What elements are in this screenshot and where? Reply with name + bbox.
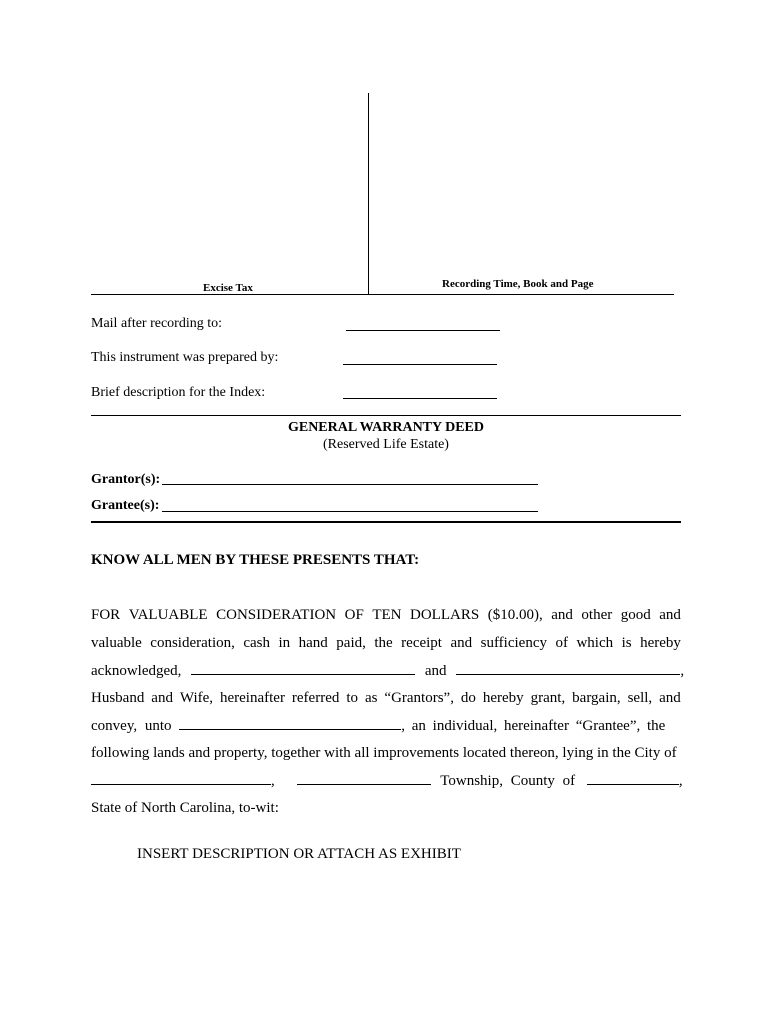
line7-end: , (678, 773, 683, 789)
line4-word: do (460, 690, 476, 706)
line2-word: cash (243, 635, 270, 651)
body-line-8: State of North Carolina, to-wit: (91, 800, 279, 816)
line3-and: and (424, 663, 447, 679)
line2-word: hereby (640, 635, 681, 651)
county-field[interactable] (587, 771, 679, 785)
line4-word: Wife, (179, 690, 214, 706)
header-rule-right (368, 294, 674, 295)
line4-word: hereby (482, 690, 524, 706)
insert-description: INSERT DESCRIPTION OR ATTACH AS EXHIBIT (137, 846, 461, 862)
mail-after-label: Mail after recording to: (91, 316, 223, 331)
header-divider-vertical (368, 93, 369, 295)
grantee-label: Grantee(s): (91, 498, 160, 513)
line1-word: VALUABLE (128, 607, 208, 623)
excise-tax-label: Excise Tax (203, 282, 253, 294)
spouse-2-field[interactable] (456, 661, 680, 675)
prepared-by-field[interactable] (343, 364, 497, 365)
mail-after-field[interactable] (346, 330, 500, 331)
body-line-1 (91, 606, 681, 624)
line5-text-a: convey, unto (91, 718, 172, 734)
line2-word: which (576, 635, 614, 651)
deed-subtitle: (Reserved Life Estate) (323, 437, 449, 452)
line1-word: FOR (91, 607, 121, 623)
line1-word: CONSIDERATION (216, 607, 337, 623)
brief-description-label: Brief description for the Index: (91, 385, 266, 400)
line2-word: sufficiency (480, 635, 547, 651)
header-rule-left (91, 294, 368, 295)
recording-label: Recording Time, Book and Page (442, 278, 594, 290)
body-line-3 (91, 661, 685, 680)
line2-word: valuable (91, 635, 142, 651)
body-line-4 (91, 689, 681, 707)
line1-word: and (659, 607, 681, 623)
township-field[interactable] (297, 771, 431, 785)
body-line-2 (91, 634, 681, 652)
line2-word: hand (298, 635, 328, 651)
body-line-6: following lands and property, together with all improvements located thereon, lying in the City of (91, 745, 677, 761)
grantee-name-field[interactable] (179, 716, 401, 730)
line2-word: consideration, (150, 635, 235, 651)
line1-word: and (551, 607, 573, 623)
line2-word: and (450, 635, 473, 651)
line4-word: referred (291, 690, 340, 706)
grantor-label: Grantor(s): (91, 472, 161, 487)
line4-word: sell, (627, 690, 653, 706)
line4-word: grant, (530, 690, 566, 706)
prepared-by-label: This instrument was prepared by: (91, 350, 279, 365)
title-rule-top (91, 415, 681, 416)
body-line-7 (91, 771, 681, 790)
brief-description-field[interactable] (343, 398, 497, 399)
line2-word: paid, (336, 635, 366, 651)
line4-word: bargain, (572, 690, 621, 706)
line1-word: ($10.00), (487, 607, 543, 623)
line2-word: of (555, 635, 568, 651)
line3-end: , (680, 663, 685, 679)
spouse-1-field[interactable] (191, 661, 415, 675)
line3-text-a: acknowledged, (91, 663, 182, 679)
line4-word: to (346, 690, 358, 706)
line2-word: receipt (401, 635, 442, 651)
line1-word: DOLLARS (410, 607, 480, 623)
grantee-field[interactable] (162, 511, 538, 512)
city-field[interactable] (91, 771, 271, 785)
line1-word: TEN (372, 607, 402, 623)
line7-township: Township, County of (440, 773, 576, 789)
deed-title: GENERAL WARRANTY DEED (287, 420, 485, 435)
line2-word: is (621, 635, 632, 651)
line7-comma: , (271, 773, 275, 789)
line2-word: the (374, 635, 393, 651)
line4-word: and (151, 690, 173, 706)
line4-word: as (364, 690, 378, 706)
line1-word: other (581, 607, 613, 623)
line4-word: and (659, 690, 681, 706)
line1-word: OF (344, 607, 364, 623)
line5-text-b: , an individual, hereinafter “Grantee”, the (401, 718, 666, 734)
parties-rule-bottom (91, 521, 681, 523)
line1-word: good (620, 607, 651, 623)
line4-word: hereinafter (220, 690, 285, 706)
line4-word: Husband (91, 690, 145, 706)
grantor-field[interactable] (162, 484, 538, 485)
body-line-5 (91, 716, 681, 735)
line2-word: in (278, 635, 291, 651)
body-heading: KNOW ALL MEN BY THESE PRESENTS THAT: (91, 552, 420, 568)
line4-word: “Grantors”, (384, 690, 454, 706)
